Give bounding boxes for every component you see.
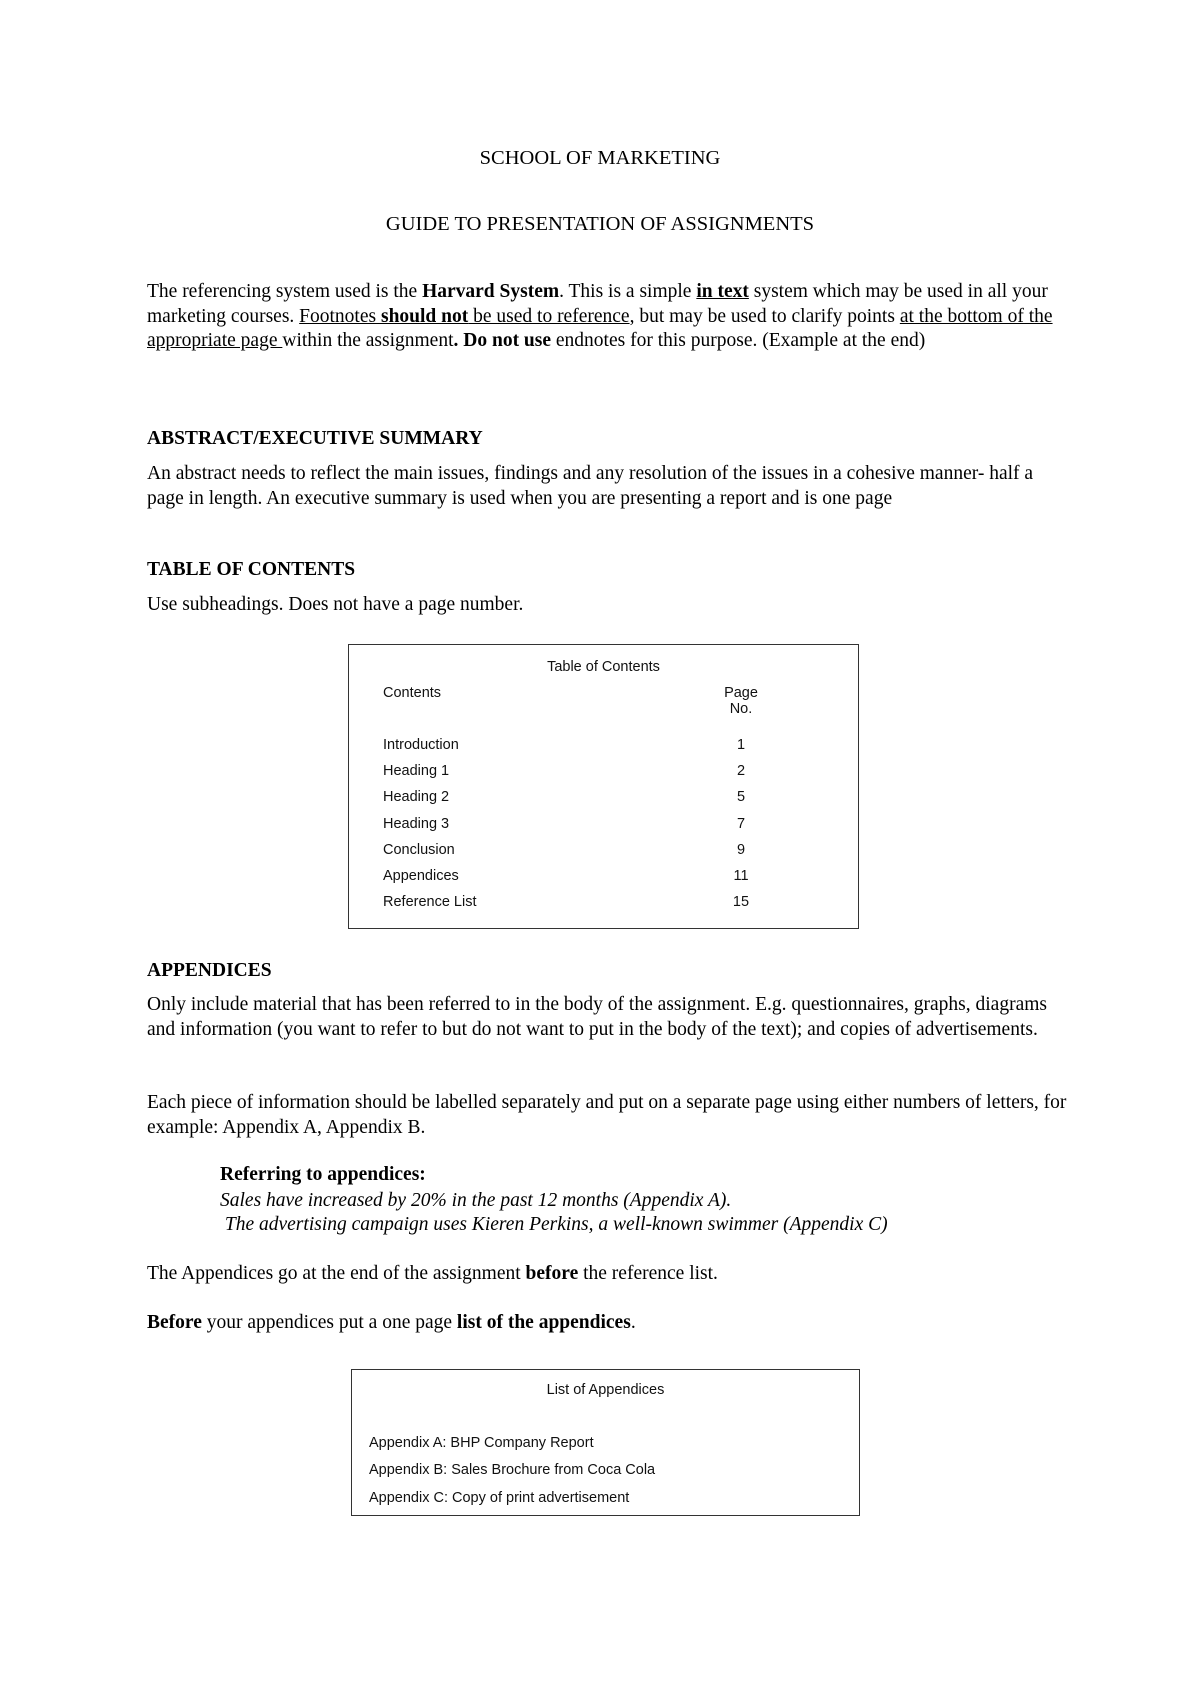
toc-row-label: Conclusion — [383, 842, 455, 858]
referring-heading: Referring to appendices: — [220, 1164, 426, 1185]
appendix-list-box — [351, 1369, 860, 1516]
toc-row-label: Reference List — [383, 894, 477, 910]
appendices-paragraph-2: Each piece of information should be labelled separately and put on a separate page using either numbers of letters, for example: Appendix A, Appendix B. — [147, 1092, 1067, 1138]
page-title: SCHOOL OF MARKETING — [479, 147, 721, 169]
appendices-heading: APPENDICES — [147, 960, 272, 981]
toc-header-row — [349, 685, 858, 717]
appendices-paragraph-4: Before your appendices put a one page list of the appendices. — [147, 1312, 636, 1333]
toc-row-page: 11 — [733, 868, 749, 884]
example-line-2: The advertising campaign uses Kieren Perkins, a well-known swimmer (Appendix C) — [220, 1214, 888, 1235]
appendix-list-item: Appendix A: BHP Company Report — [369, 1435, 594, 1451]
toc-box-title: Table of Contents — [547, 659, 660, 675]
toc-example-box — [348, 644, 859, 929]
toc-row-page: 5 — [736, 789, 746, 805]
toc-heading: TABLE OF CONTENTS — [147, 559, 356, 580]
toc-row — [349, 842, 858, 864]
toc-row — [349, 737, 858, 759]
toc-row — [349, 894, 858, 916]
toc-row-page: 9 — [736, 842, 746, 858]
toc-row-label: Introduction — [383, 737, 459, 753]
toc-row — [349, 816, 858, 838]
intro-paragraph: The referencing system used is the Harvard System. This is a simple in text system which may be used in all your marketing courses. Footnotes should not be used to reference, but may be used to clarify points at the bottom of the appropriate page within the assignment. Do not use endnotes for this purpose. (Example at the end) — [147, 281, 1053, 351]
appendix-list-title: List of Appendices — [546, 1382, 665, 1398]
toc-col-contents: Contents — [383, 685, 442, 701]
appendix-list-item: Appendix C: Copy of print advertisement — [369, 1490, 630, 1506]
toc-row — [349, 868, 858, 890]
appendices-paragraph-3: The Appendices go at the end of the assignment before the reference list. — [147, 1263, 718, 1284]
appendix-list-item: Appendix B: Sales Brochure from Coca Cola — [369, 1462, 656, 1478]
toc-row-label: Heading 3 — [383, 816, 450, 832]
toc-col-page: Page No. — [724, 685, 758, 717]
abstract-text: An abstract needs to reflect the main issues, findings and any resolution of the issues in a cohesive manner- half a page in length. An executive summary is used when you are presenting a report and is one page — [147, 463, 1034, 509]
toc-row-label: Heading 1 — [383, 763, 450, 779]
appendices-paragraph-1: Only include material that has been referred to in the body of the assignment. E.g. questionnaires, graphs, diagrams and information (you want to refer to but do not want to put in the body of the text); and copies of advertisements. — [147, 994, 1047, 1040]
toc-row-page: 15 — [732, 894, 750, 910]
toc-row-page: 2 — [736, 763, 746, 779]
toc-row-label: Appendices — [383, 868, 459, 884]
toc-row-label: Heading 2 — [383, 789, 450, 805]
toc-row-page: 7 — [736, 816, 746, 832]
toc-row-page: 1 — [736, 737, 746, 753]
toc-text: Use subheadings. Does not have a page number. — [147, 594, 524, 615]
page-subtitle: GUIDE TO PRESENTATION OF ASSIGNMENTS — [385, 213, 815, 235]
toc-row — [349, 763, 858, 785]
abstract-heading: ABSTRACT/EXECUTIVE SUMMARY — [147, 428, 483, 449]
toc-row — [349, 789, 858, 811]
example-line-1: Sales have increased by 20% in the past 12 months (Appendix A). — [220, 1190, 732, 1211]
